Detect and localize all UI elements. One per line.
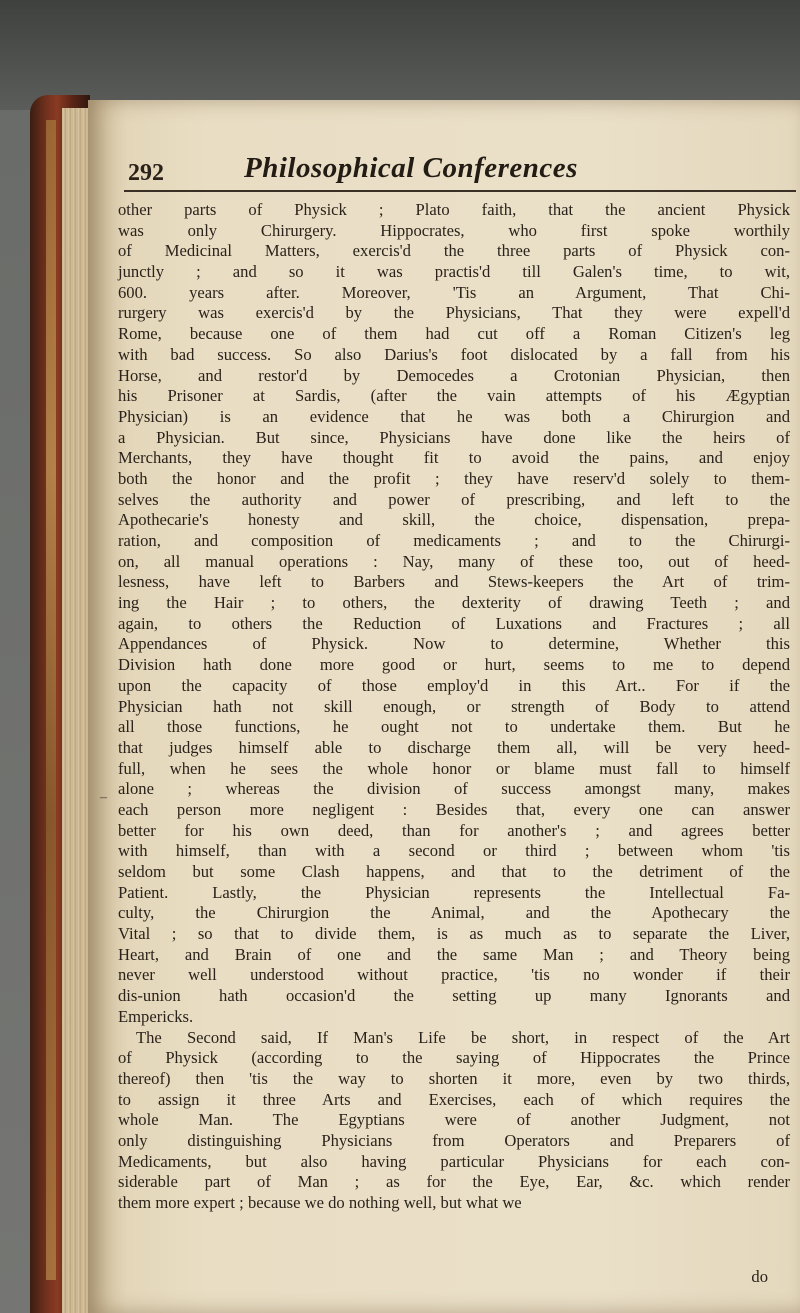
text-line: rurgery was exercis'd by the Physicians, That they were expell'd: [118, 303, 790, 323]
text-line: Patient. Lastly, the Physician represents the Intellectual Fa-: [118, 882, 790, 902]
text-line: again, to others the Reduction of Luxations and Fractures ; all: [118, 613, 790, 633]
text-line: never well understood without practice, 'tis no wonder if their: [118, 965, 790, 985]
text-line: junctly ; and so it was practis'd till Galen's time, to wit,: [118, 262, 790, 282]
book-page: [88, 100, 800, 1313]
text-line: Empericks.: [118, 1006, 194, 1026]
text-line: seldom but some Clash happens, and that to the detriment of the: [118, 862, 790, 881]
running-title: Philosophical Conferences: [244, 152, 578, 184]
margin-mark: –: [100, 790, 107, 805]
text-line: of Physick (according to the saying of Hippocrates the Prince: [118, 1048, 790, 1068]
text-line: Appendances of Physick. Now to determine, Whether this: [118, 634, 790, 654]
binding-gilt-edge: [46, 120, 56, 1280]
text-line: Apothecarie's honesty and skill, the choice, dispensation, prepa-: [118, 510, 790, 530]
text-line: lesness, have left to Barbers and Stews-keepers the Art of trim-: [118, 572, 790, 592]
text-line: to assign it three Arts and Exercises, each of which requires the: [118, 1089, 790, 1109]
text-line: of Medicinal Matters, exercis'd the three parts of Physick con-: [118, 241, 790, 261]
text-line: both the honor and the profit ; they have reserv'd solely to them-: [118, 468, 790, 488]
text-line: selves the authority and power of prescribing, and left to the: [118, 489, 790, 509]
text-line: Merchants, they have thought fit to avoid the pains, and enjoy: [118, 448, 790, 468]
text-line: other parts of Physick ; Plato faith, that the ancient Physick: [118, 200, 790, 219]
text-line: his Prisoner at Sardis, (after the vain attempts of his Ægyptian: [118, 386, 790, 406]
text-line: with bad success. So also Darius's foot dislocated by a fall from his: [118, 344, 790, 364]
text-line: full, when he sees the whole honor or blame must fall to himself: [118, 758, 790, 778]
text-line: upon the capacity of those employ'd in this Art.. For if the: [118, 675, 790, 695]
text-line: 600. years after. Moreover, 'Tis an Argument, That Chi-: [118, 282, 790, 302]
text-line: Physician hath not skill enough, or strength of Body to attend: [118, 696, 790, 716]
text-line: ing the Hair ; to others, the dexterity of drawing Teeth ; and: [118, 593, 790, 613]
text-line: only distinguishing Physicians from Operators and Preparers of: [118, 1130, 790, 1150]
text-line: Heart, and Brain of one and the same Man ; and Theory being: [118, 944, 790, 964]
background-cloth: [0, 0, 800, 110]
text-line: a Physician. But since, Physicians have done like the heirs of: [118, 427, 790, 447]
text-line: all those functions, he ought not to undertake them. But he: [118, 717, 790, 737]
text-line: siderable part of Man ; as for the Eye, Ear, &c. which render: [118, 1172, 790, 1192]
text-line: Rome, because one of them had cut off a Roman Citizen's leg: [118, 324, 790, 344]
text-line: Horse, and restor'd by Democedes a Crotonian Physician, then: [118, 365, 790, 385]
page-number: 292: [128, 160, 164, 186]
text-line: dis-union hath occasion'd the setting up many Ignorants and: [118, 986, 790, 1006]
text-line: Division hath done more good or hurt, seems to me to depend: [118, 655, 790, 675]
text-line: thereof) then 'tis the way to shorten it more, even by two thirds,: [118, 1068, 790, 1088]
text-line: on, all manual operations : Nay, many of these too, out of heed-: [118, 551, 790, 571]
header-rule: [124, 190, 796, 192]
text-line: ration, and composition of medicaments ; and to the Chirurgi-: [118, 531, 790, 550]
text-line: culty, the Chirurgion the Animal, and the Apothecary the: [118, 903, 790, 923]
text-line: Physician) is an evidence that he was both a Chirurgion and: [118, 406, 790, 426]
text-line: that judges himself able to discharge them all, will be very heed-: [118, 737, 790, 757]
text-line: with himself, than with a second or third ; between whom 'tis: [118, 841, 790, 861]
text-line: The Second said, If Man's Life be short, in respect of the Art: [136, 1027, 790, 1047]
text-line: them more expert ; because we do nothing well, but what we: [118, 1193, 522, 1212]
page-header: [88, 100, 800, 190]
catchword: do: [751, 1267, 768, 1286]
text-line: better for his own deed, than for another's ; and agrees better: [118, 820, 790, 840]
text-line: was only Chirurgery. Hippocrates, who first spoke worthily: [118, 220, 790, 240]
text-line: whole Man. The Egyptians were of another Judgment, not: [118, 1110, 790, 1130]
text-line: each person more negligent : Besides that, every one can answer: [118, 799, 790, 819]
text-line: Medicaments, but also having particular Physicians for each con-: [118, 1151, 790, 1171]
text-line: alone ; whereas the division of success amongst many, makes: [118, 779, 790, 799]
text-line: Vital ; so that to divide them, is as much as to separate the Liver,: [118, 924, 790, 944]
body-text: [118, 200, 790, 1214]
